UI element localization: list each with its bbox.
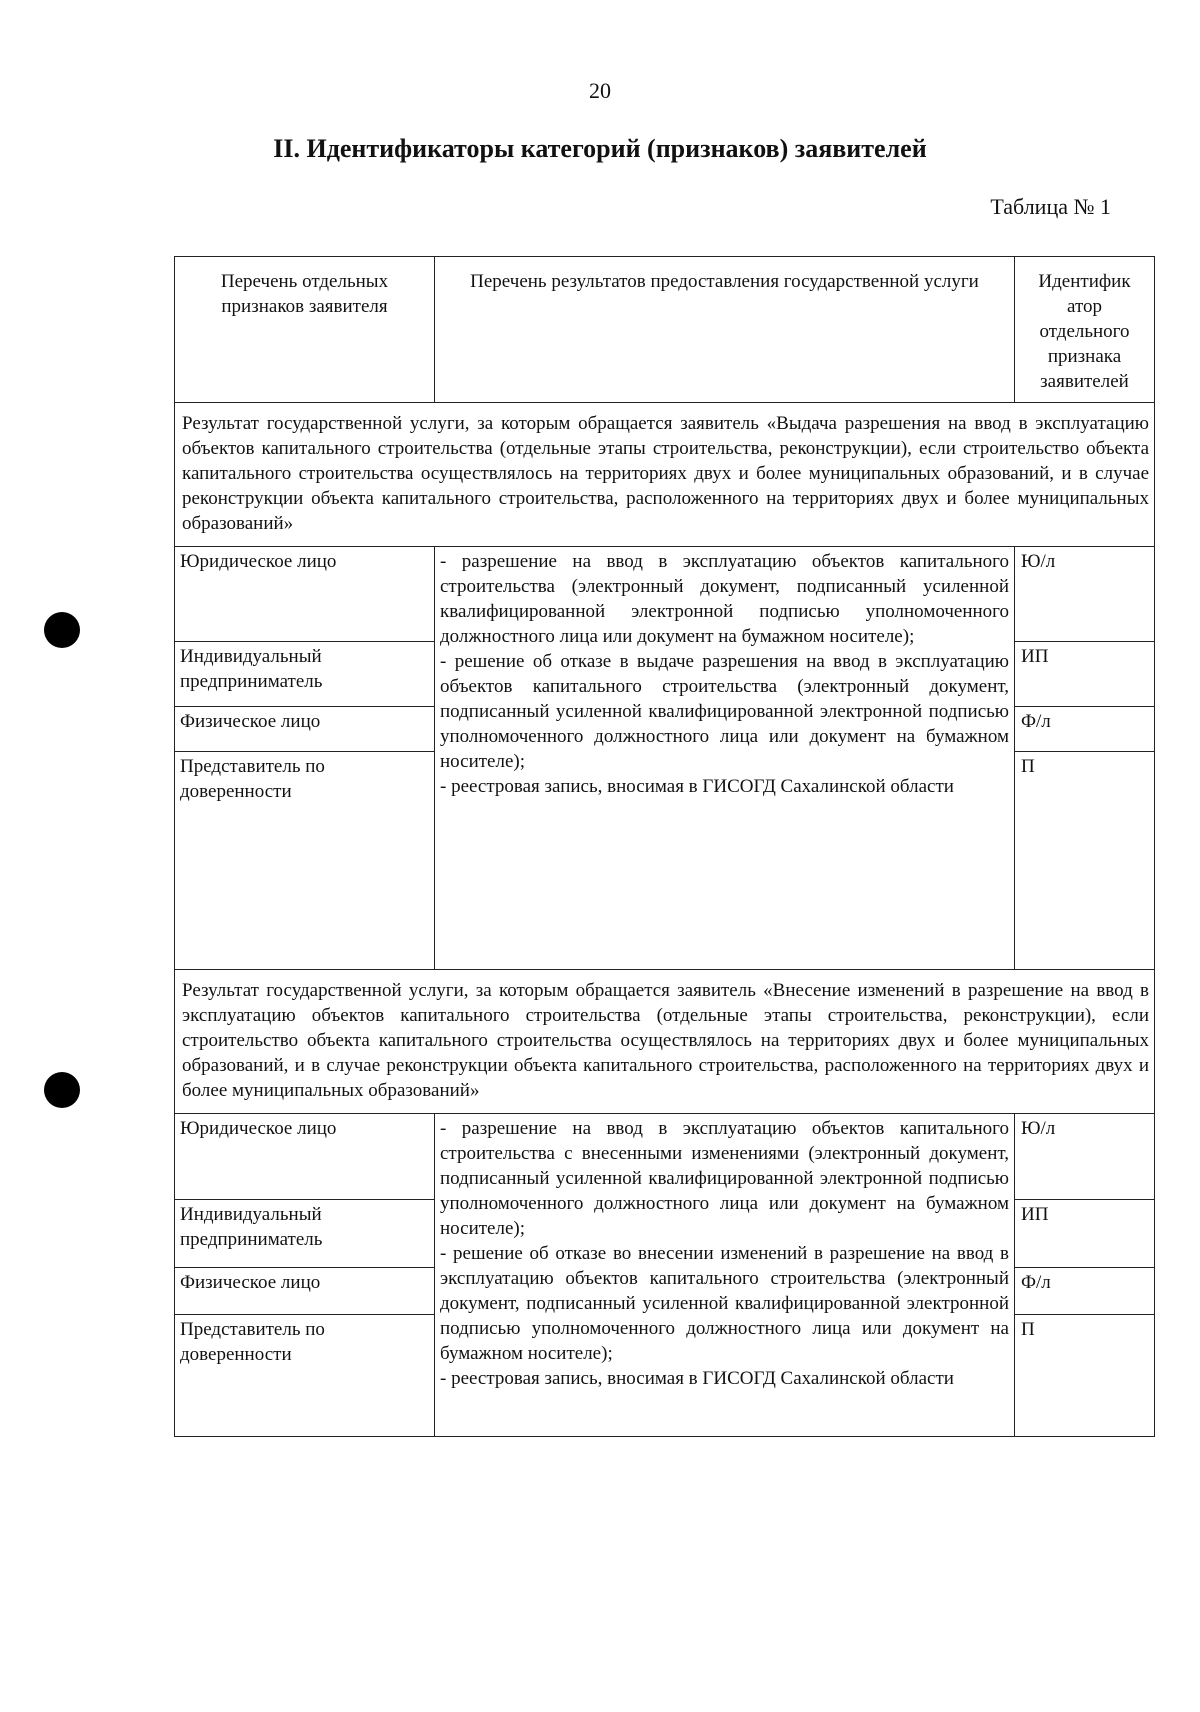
applicant-label: Представитель по доверенности bbox=[175, 1315, 435, 1437]
result-row bbox=[175, 403, 1155, 547]
punch-hole-top bbox=[44, 612, 80, 648]
applicant-identifier: Ю/л bbox=[1015, 547, 1155, 642]
result-content: - разрешение на ввод в эксплуатацию объектов капитального строительства с внесенными изменениями (электронный документ, подписанный усиленной квалифицированной электронной подписью уполномоченного должностного лица или документ на бумажном носителе); - решение об отказе во внесении изменений в разрешение на ввод в эксплуатацию объектов капитального строительства (электронный документ, подписанный усиленной квалифицированной электронной подписью уполномоченного должностного лица или документ на бумажном носителе); - реестровая запись, вносимая в ГИСОГД Сахалинской области bbox=[435, 1114, 1015, 1437]
applicant-identifier: ИП bbox=[1015, 1200, 1155, 1268]
applicant-row bbox=[175, 547, 1155, 642]
section-title: II. Идентификаторы категорий (признаков) заявителей bbox=[273, 134, 927, 163]
header-service-results: Перечень результатов предоставления государственной услуги bbox=[435, 257, 1015, 403]
result-row bbox=[175, 970, 1155, 1114]
applicant-label: Физическое лицо bbox=[175, 1268, 435, 1315]
applicant-label: Индивидуальный предприниматель bbox=[175, 1200, 435, 1268]
applicant-identifier: ИП bbox=[1015, 642, 1155, 707]
page-number: 20 bbox=[589, 78, 611, 103]
applicant-identifier: П bbox=[1015, 752, 1155, 970]
applicant-identifier: П bbox=[1015, 1315, 1155, 1437]
result-description: Результат государственной услуги, за которым обращается заявитель «Внесение изменений в разрешение на ввод в эксплуатацию объектов капитального строительства (отдельные этапы строительства, реконструкции), если строительство объекта капитального строительства осуществлялось на территориях двух и более муниципальных образований, и в случае реконструкции объекта капитального строительства, расположенного на территориях двух и более муниципальных образований» bbox=[175, 970, 1155, 1114]
applicant-label: Юридическое лицо bbox=[175, 1114, 435, 1200]
applicant-label: Представитель по доверенности bbox=[175, 752, 435, 970]
result-description: Результат государственной услуги, за которым обращается заявитель «Выдача разрешения на ввод в эксплуатацию объектов капитального строительства (отдельные этапы строительства, реконструкции), если строительство объекта капитального строительства осуществлялось на территориях двух и более муниципальных образований, и в случае реконструкции объекта капитального строительства, расположенного на территориях двух и более муниципальных образований» bbox=[175, 403, 1155, 547]
applicant-label: Индивидуальный предприниматель bbox=[175, 642, 435, 707]
applicant-identifier: Ф/л bbox=[1015, 1268, 1155, 1315]
applicant-identifiers-table bbox=[174, 256, 1155, 1437]
applicant-identifier: Ф/л bbox=[1015, 707, 1155, 752]
header-identifier: Идентифик атор отдельного признака заявителей bbox=[1015, 257, 1155, 403]
result-content: - разрешение на ввод в эксплуатацию объектов капитального строительства (электронный документ, подписанный усиленной квалифицированной электронной подписью уполномоченного должностного лица или документ на бумажном носителе); - решение об отказе в выдаче разрешения на ввод в эксплуатацию объектов капитального строительства (электронный документ, подписанный усиленной квалифицированной электронной подписью уполномоченного должностного лица или документ на бумажном носителе); - реестровая запись, вносимая в ГИСОГД Сахалинской области bbox=[435, 547, 1015, 970]
table-header-row bbox=[175, 257, 1155, 403]
applicant-label: Юридическое лицо bbox=[175, 547, 435, 642]
punch-hole-bottom bbox=[44, 1072, 80, 1108]
applicant-label: Физическое лицо bbox=[175, 707, 435, 752]
table-caption: Таблица № 1 bbox=[990, 194, 1111, 219]
applicant-row bbox=[175, 1114, 1155, 1200]
applicant-identifier: Ю/л bbox=[1015, 1114, 1155, 1200]
header-applicant-features: Перечень отдельных признаков заявителя bbox=[175, 257, 435, 403]
